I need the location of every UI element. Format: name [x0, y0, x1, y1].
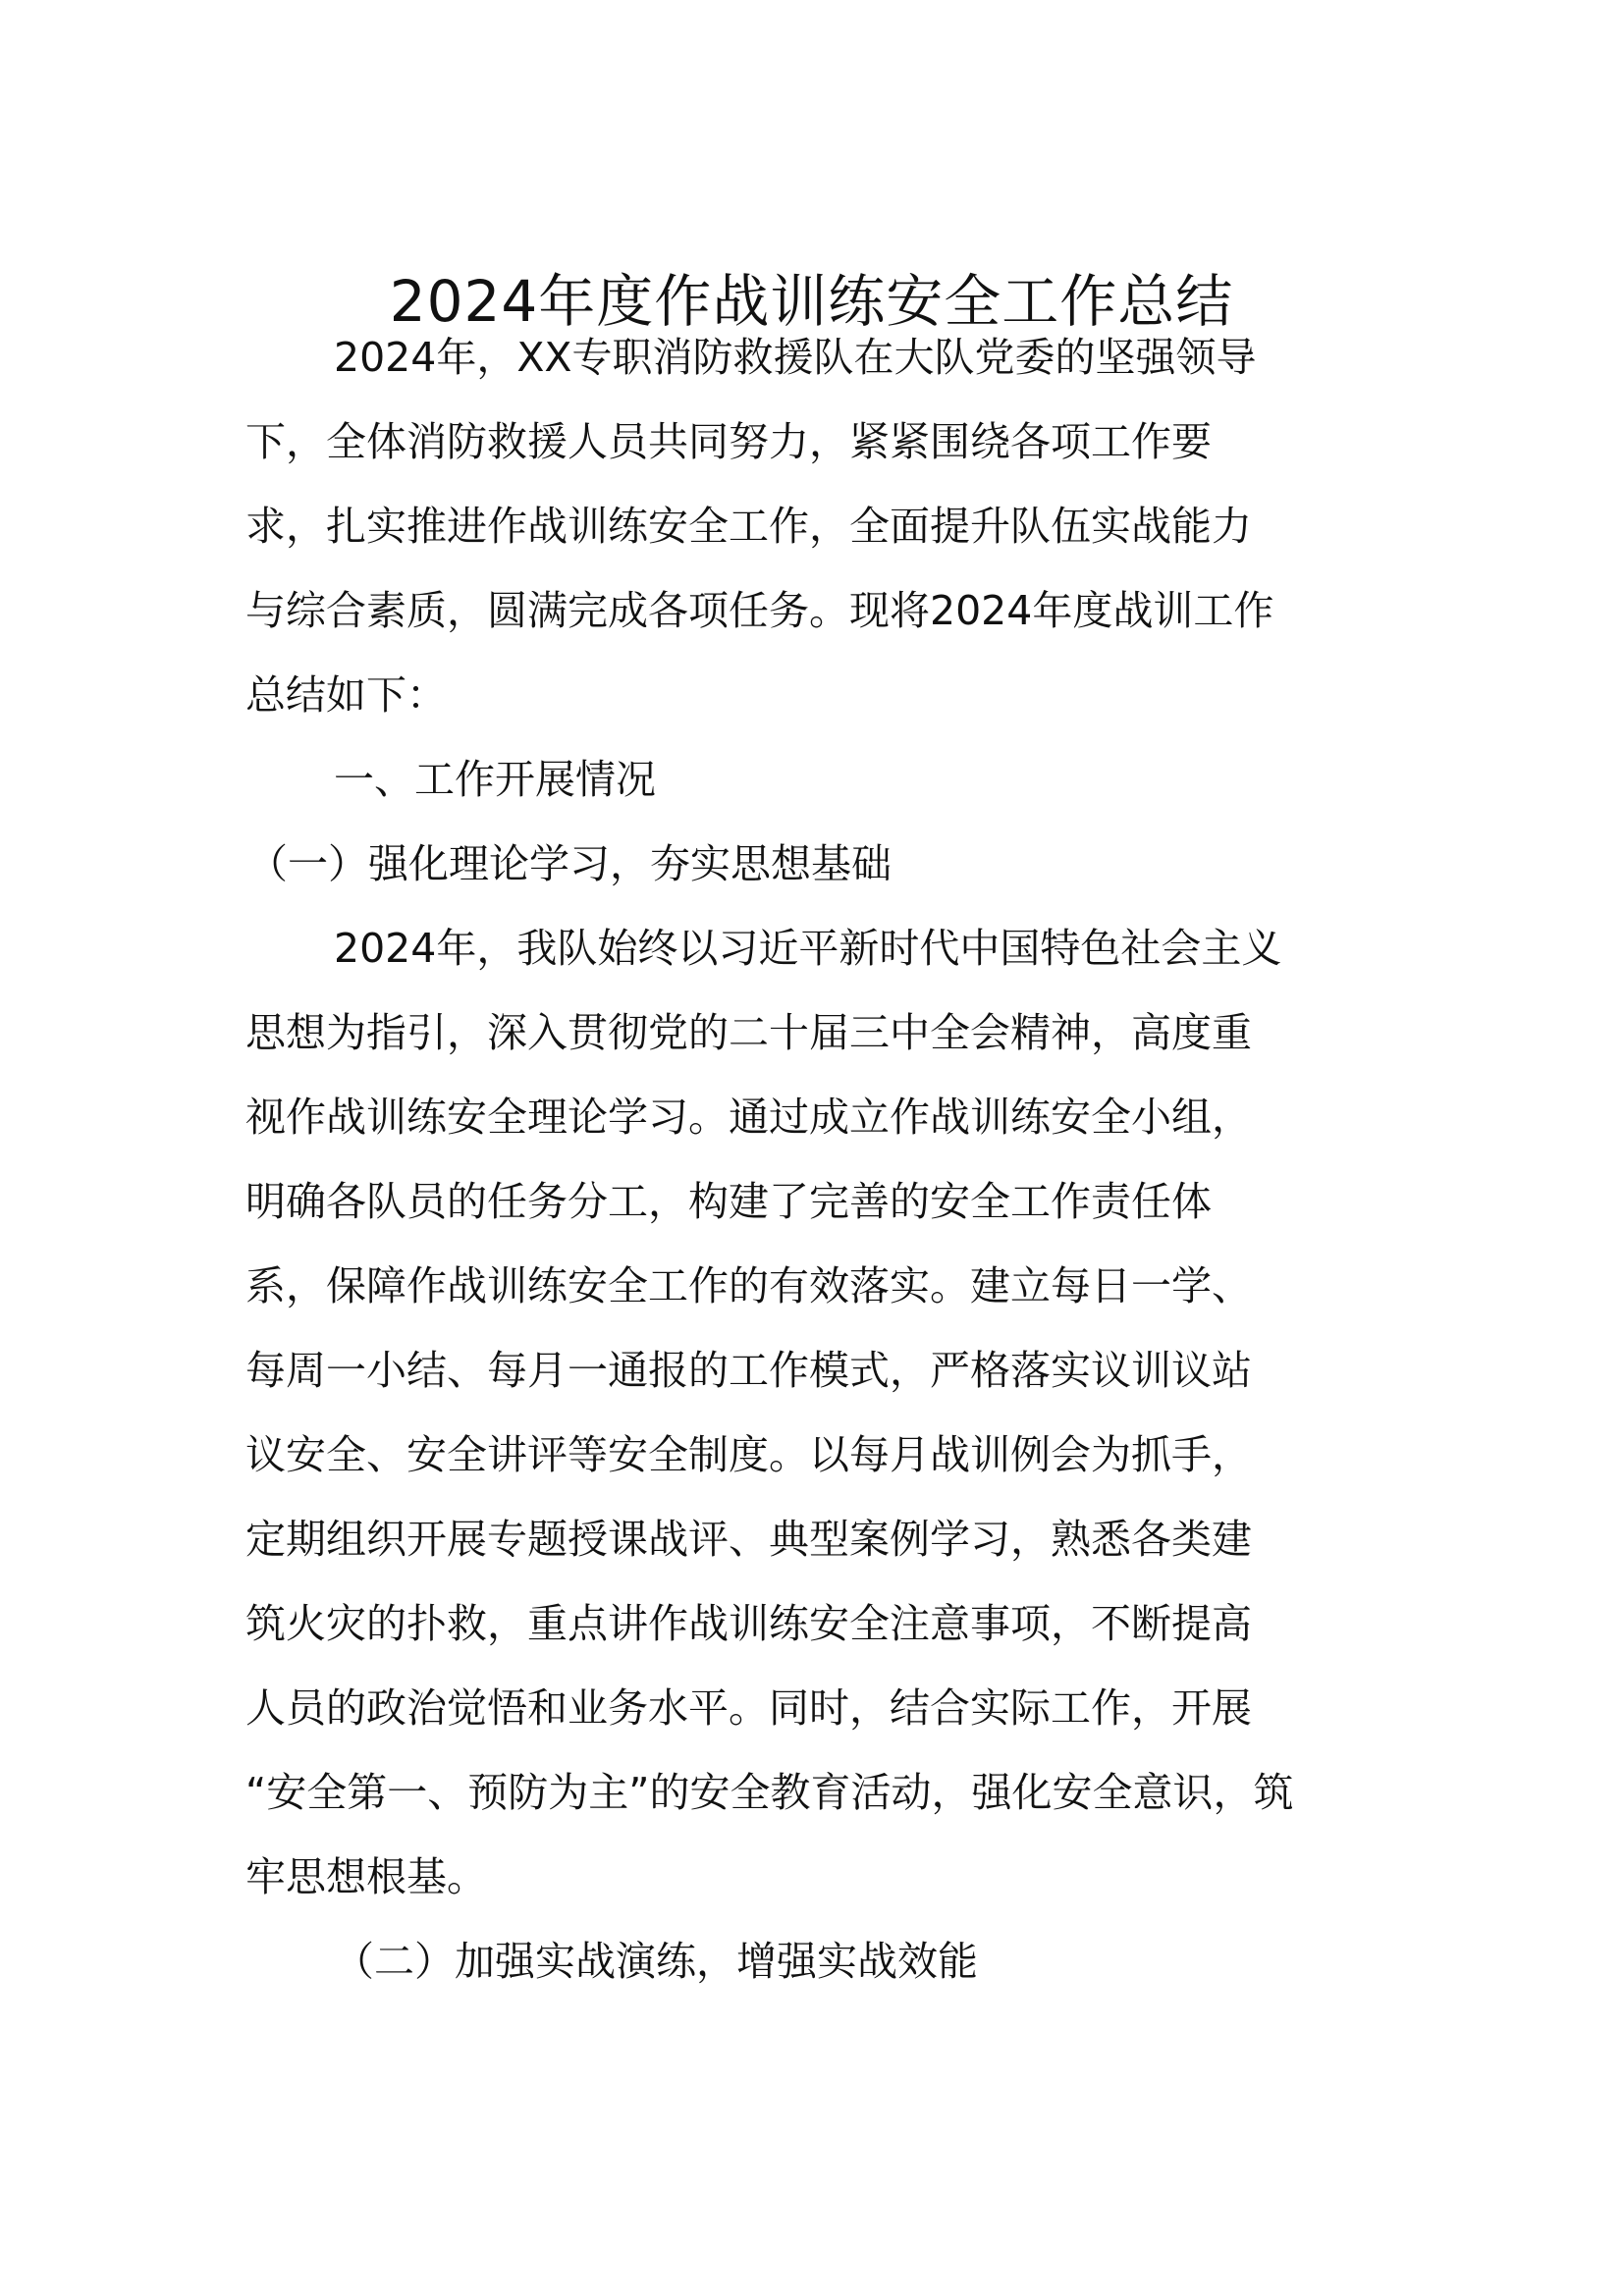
intro-line: 下，全体消防救援人员共同努力，紧紧围绕各项工作要: [245, 418, 1212, 465]
intro-line: 总结如下：: [245, 671, 447, 719]
body-line: 明确各队员的任务分工，构建了完善的安全工作责任体: [245, 1178, 1212, 1225]
body-line: 视作战训练安全理论学习。通过成立作战训练安全小组，: [245, 1094, 1252, 1141]
intro-line: 求，扎实推进作战训练安全工作，全面提升队伍实战能力: [245, 503, 1252, 550]
section-heading: 一、工作开展情况: [334, 756, 656, 803]
document-title: 2024年度作战训练安全工作总结: [389, 268, 1234, 335]
body-line: 2024年，我队始终以习近平新时代中国特色社会主义: [334, 925, 1282, 972]
body-line: “安全第一、预防为主”的安全教育活动，强化安全意识，筑: [245, 1769, 1294, 1816]
body-line: 议安全、安全讲评等安全制度。以每月战训例会为抓手，: [245, 1431, 1252, 1478]
subsection-heading: （一）强化理论学习，夯实思想基础: [247, 840, 892, 887]
body-line: 系，保障作战训练安全工作的有效落实。建立每日一学、: [245, 1262, 1252, 1309]
body-line: 思想为指引，深入贯彻党的二十届三中全会精神，高度重: [245, 1009, 1252, 1056]
intro-line: 与综合素质，圆满完成各项任务。现将2024年度战训工作: [245, 587, 1274, 634]
intro-line: 2024年，XX专职消防救援队在大队党委的坚强领导: [334, 334, 1257, 381]
body-line: 人员的政治觉悟和业务水平。同时，结合实际工作，开展: [245, 1684, 1252, 1732]
body-line: 牢思想根基。: [245, 1853, 487, 1900]
body-line: 定期组织开展专题授课战评、典型案例学习，熟悉各类建: [245, 1516, 1252, 1563]
body-line: 筑火灾的扑救，重点讲作战训练安全注意事项，不断提高: [245, 1600, 1252, 1647]
body-line: 每周一小结、每月一通报的工作模式，严格落实议训议站: [245, 1347, 1252, 1394]
subsection-heading: （二）加强实战演练，增强实战效能: [334, 1938, 978, 1985]
